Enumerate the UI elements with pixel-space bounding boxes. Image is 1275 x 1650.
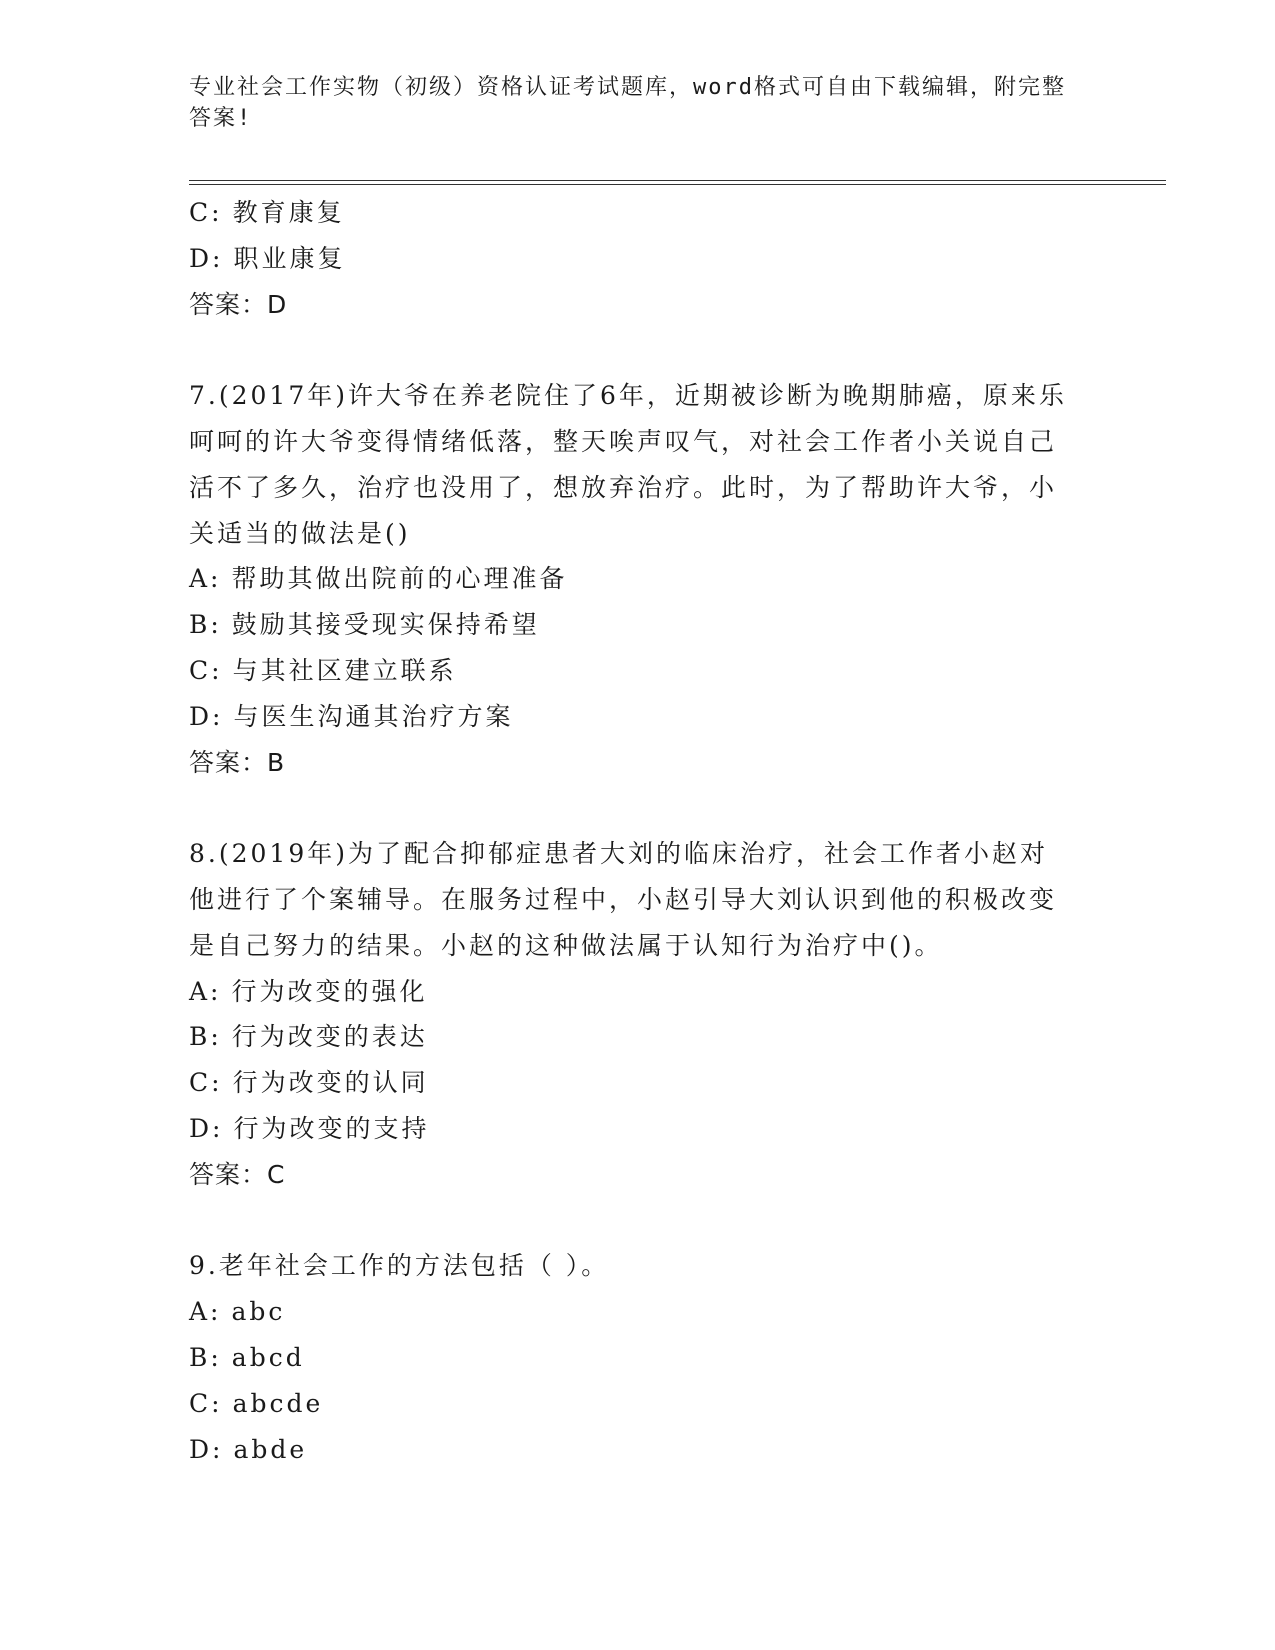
option-text: 行为改变的表达 xyxy=(231,1022,428,1052)
option-label: A: xyxy=(189,1297,222,1327)
header-title: 专业社会工作实物（初级）资格认证考试题库，word格式可自由下载编辑，附完整答案! xyxy=(189,75,1066,131)
option-b xyxy=(189,1014,1089,1060)
question-9 xyxy=(189,1243,1089,1472)
option-a xyxy=(189,1289,1089,1335)
option-b xyxy=(189,1335,1089,1381)
question-8 xyxy=(189,831,1089,1197)
answer-line: 答案：C xyxy=(189,1159,286,1189)
option-text: abc xyxy=(231,1297,286,1327)
option-label: D: xyxy=(189,1113,224,1143)
question-text: 9.老年社会工作的方法包括（ ）。 xyxy=(189,1251,610,1281)
option-text: 与其社区建立联系 xyxy=(232,655,457,685)
option-label: B: xyxy=(189,1022,222,1052)
answer-line: 答案：B xyxy=(189,747,286,777)
option-label: C: xyxy=(189,1388,223,1418)
option-b xyxy=(189,602,1089,648)
option-label: D: xyxy=(189,701,224,731)
option-label: B: xyxy=(189,1342,222,1372)
option-text: abcd xyxy=(231,1342,305,1372)
question-text: 7.(2017年)许大爷在养老院住了6年，近期被诊断为晚期肺癌，原来乐呵呵的许大爷变得情绪低落，整天唉声叹气，对社会工作者小关说自己活不了多久，治疗也没用了，想放弃治疗。此时，为了帮助许大爷，小关适当的做法是() xyxy=(189,381,1067,548)
option-label: A: xyxy=(189,564,222,594)
option-label: D: xyxy=(189,1434,224,1464)
option-d xyxy=(189,236,1089,282)
option-label: D: xyxy=(189,243,224,273)
option-text: 行为改变的支持 xyxy=(233,1113,430,1143)
option-text: 鼓励其接受现实保持希望 xyxy=(231,610,540,640)
option-text: 帮助其做出院前的心理准备 xyxy=(231,564,568,594)
option-label: C: xyxy=(189,198,223,227)
page-header xyxy=(189,72,1089,134)
option-text: abde xyxy=(233,1434,308,1464)
option-c xyxy=(189,1381,1089,1427)
option-d xyxy=(189,694,1089,740)
option-label: B: xyxy=(189,610,222,640)
option-c xyxy=(189,190,1089,236)
question-7 xyxy=(189,373,1089,785)
option-a xyxy=(189,556,1089,602)
question-6-tail xyxy=(189,190,1089,327)
option-text: 与医生沟通其治疗方案 xyxy=(233,701,514,731)
option-d xyxy=(189,1106,1089,1152)
option-text: 行为改变的认同 xyxy=(232,1068,429,1098)
option-a xyxy=(189,969,1089,1015)
header-divider xyxy=(189,180,1166,181)
option-label: A: xyxy=(189,976,222,1006)
question-list xyxy=(189,190,1089,1472)
option-c xyxy=(189,1060,1089,1106)
option-label: C: xyxy=(189,1068,223,1098)
option-d xyxy=(189,1427,1089,1473)
option-text: 职业康复 xyxy=(233,243,346,273)
answer-line: 答案：D xyxy=(189,289,288,319)
option-label: C: xyxy=(189,655,223,685)
option-text: abcde xyxy=(232,1388,324,1418)
option-text: 教育康复 xyxy=(232,198,345,227)
option-c xyxy=(189,648,1089,694)
option-text: 行为改变的强化 xyxy=(231,976,428,1006)
header-divider-second xyxy=(189,184,1166,185)
question-text: 8.(2019年)为了配合抑郁症患者大刘的临床治疗，社会工作者小赵对他进行了个案辅导。在服务过程中，小赵引导大刘认识到他的积极改变是自己努力的结果。小赵的这种做法属于认知行为治疗中()。 xyxy=(189,839,1058,960)
